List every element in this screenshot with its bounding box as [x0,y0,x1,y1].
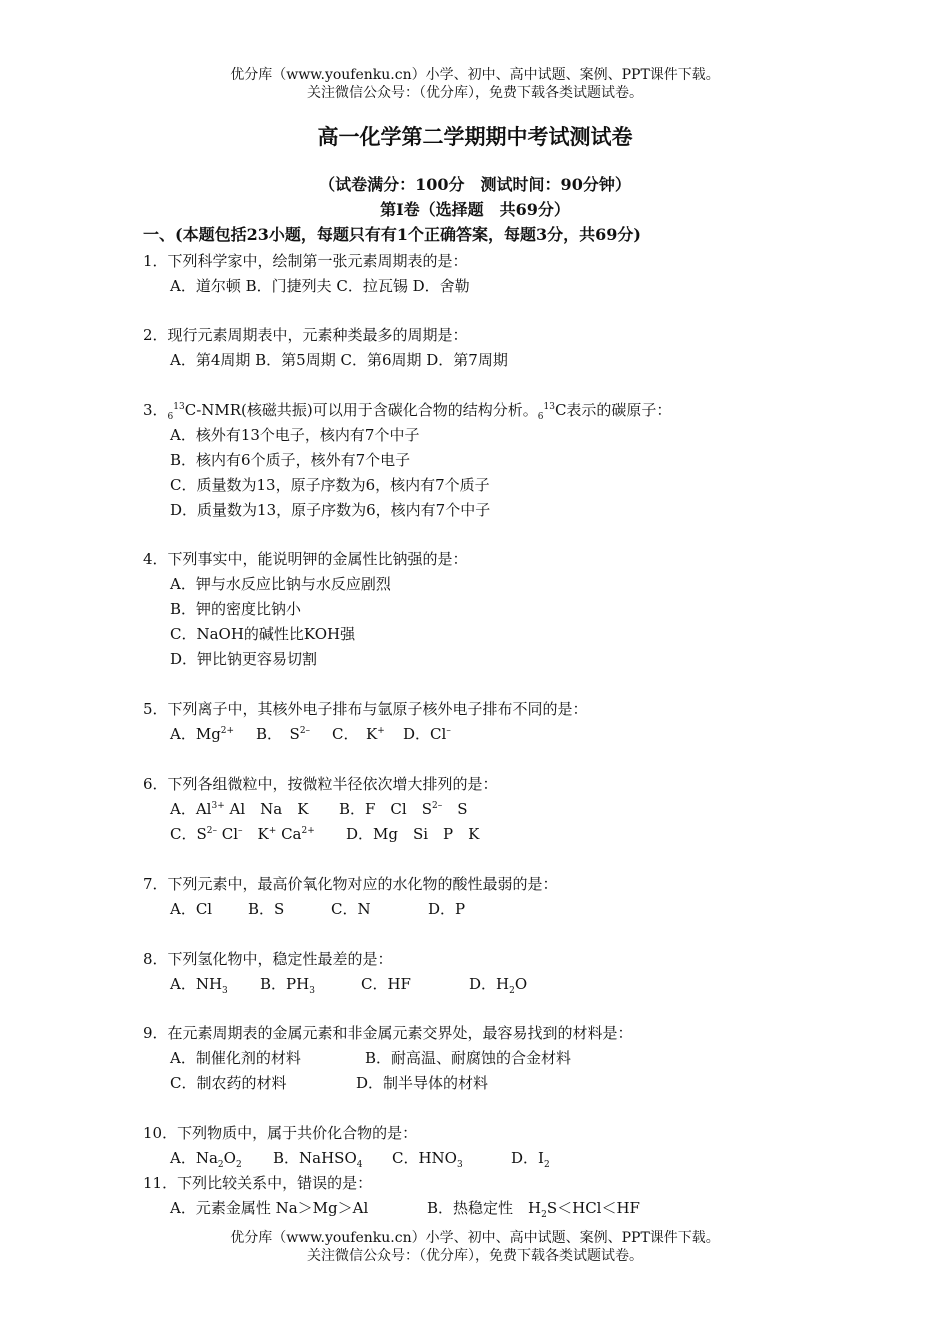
question-5-option-b: B． $S^{2-}$ [256,725,311,743]
footer-line-1: 优分库（www.youfenku.cn）小学、初中、高中试题、案例、PPT课件下载。 [230,1230,720,1246]
question-3-stem: 3．$_6^{13}$C-NMR(核磁共振)可以用于含碳化合物的结构分析。$_6^{13}$C表示的碳原子： [143,401,672,422]
question-8-option-d: D．$H_2O$ [469,975,528,996]
question-3-option-a: A．核外有13个电子，核内有7个中子 [170,426,420,444]
question-4-option-d: D．钾比钠更容易切割 [170,650,318,668]
question-2-stem: 2．现行元素周期表中，元素种类最多的周期是： [143,326,468,344]
question-3-option-c: C．质量数为13，原子序数为6，核内有7个质子 [170,476,490,494]
question-11-option-a: A．元素金属性 Na＞Mg＞Al [170,1199,369,1217]
question-4-option-a: A．钾与水反应比钠与水反应剧烈 [170,575,391,593]
question-8-option-a: A．$NH_3$ [170,975,228,996]
question-3-option-b: B．核内有6个质子，核外有7个电子 [170,451,411,469]
exam-title: 高一化学第二学期期中考试测试卷 [317,124,633,149]
question-1-options: A．道尔顿 B．门捷列夫 C．拉瓦锡 D．舍勒 [170,277,470,295]
question-10-option-d: D．$I_2$ [511,1149,550,1170]
question-2-options: A．第4周期 B．第5周期 C．第6周期 D．第7周期 [170,351,508,369]
question-3-option-d: D．质量数为13，原子序数为6，核内有7个中子 [170,501,491,519]
question-7-option-b: B．S [248,900,285,918]
question-9-option-d: D．制半导体的材料 [356,1074,489,1092]
question-6-option-b: B．F Cl $S^{2-}$ S [339,800,468,818]
section-title: 一、(本题包括23小题，每题只有有1个正确答案，每题3分，共69分) [143,225,641,244]
question-10-option-c: C．$HNO_3$ [392,1149,463,1170]
question-9-stem: 9．在元素周期表的金属元素和非金属元素交界处，最容易找到的材料是： [143,1024,633,1042]
question-10-stem: 10．下列物质中，属于共价化合物的是： [143,1124,418,1142]
question-1-stem: 1．下列科学家中，绘制第一张元素周期表的是： [143,252,468,270]
header-line-2: 关注微信公众号：（优分库），免费下载各类试题试卷。 [307,85,643,101]
question-5-option-a: A．$Mg^{2+}$ [170,725,235,743]
footer-line-2: 关注微信公众号：（优分库），免费下载各类试题试卷。 [307,1248,643,1264]
question-5-stem: 5．下列离子中，其核外电子排布与氩原子核外电子排布不同的是： [143,700,588,718]
question-11-option-b: B．热稳定性 $H_2S<HCl<HF$ [427,1199,640,1220]
question-9-option-c: C．制农药的材料 [170,1074,287,1092]
question-9-option-a: A．制催化剂的材料 [170,1049,301,1067]
question-8-stem: 8．下列氢化物中，稳定性最差的是： [143,950,393,968]
question-4-option-c: C．NaOH的碱性比KOH强 [170,625,356,643]
question-5-option-d: D．Cl– [403,725,451,743]
question-5-option-c: C． K+ [332,725,385,743]
question-6-stem: 6．下列各组微粒中，按微粒半径依次增大排列的是： [143,775,498,793]
question-8-option-b: B．$PH_3$ [260,975,315,996]
question-10-option-b: B．NaHSO$_4$ [273,1149,363,1170]
question-7-option-c: C．N [331,900,371,918]
question-11-stem: 11．下列比较关系中，错误的是： [143,1174,373,1192]
question-6-option-d: D．Mg Si P K [346,825,480,843]
question-7-stem: 7．下列元素中，最高价氧化物对应的水化物的酸性最弱的是： [143,875,558,893]
volume-title: 第I卷（选择题 共69分） [380,200,570,219]
question-8-option-c: C．HF [361,975,411,993]
exam-info: （试卷满分：100分 测试时间：90分钟） [319,175,631,194]
question-6-option-c: C．$S^{2-}$ Cl– K+ $Ca^{2+}$ [170,825,315,843]
header-line-1: 优分库（www.youfenku.cn）小学、初中、高中试题、案例、PPT课件下载。 [230,67,720,83]
question-7-option-a: A．Cl [170,900,213,918]
question-10-option-a: A．$Na_2O_2$ [170,1149,242,1170]
question-4-stem: 4．下列事实中，能说明钾的金属性比钠强的是： [143,550,468,568]
question-4-option-b: B．钾的密度比钠小 [170,600,302,618]
question-6-option-a: A．$Al^{3+}$ Al Na K [170,800,309,818]
question-9-option-b: B．耐高温、耐腐蚀的合金材料 [365,1049,572,1067]
question-7-option-d: D．P [428,900,466,918]
